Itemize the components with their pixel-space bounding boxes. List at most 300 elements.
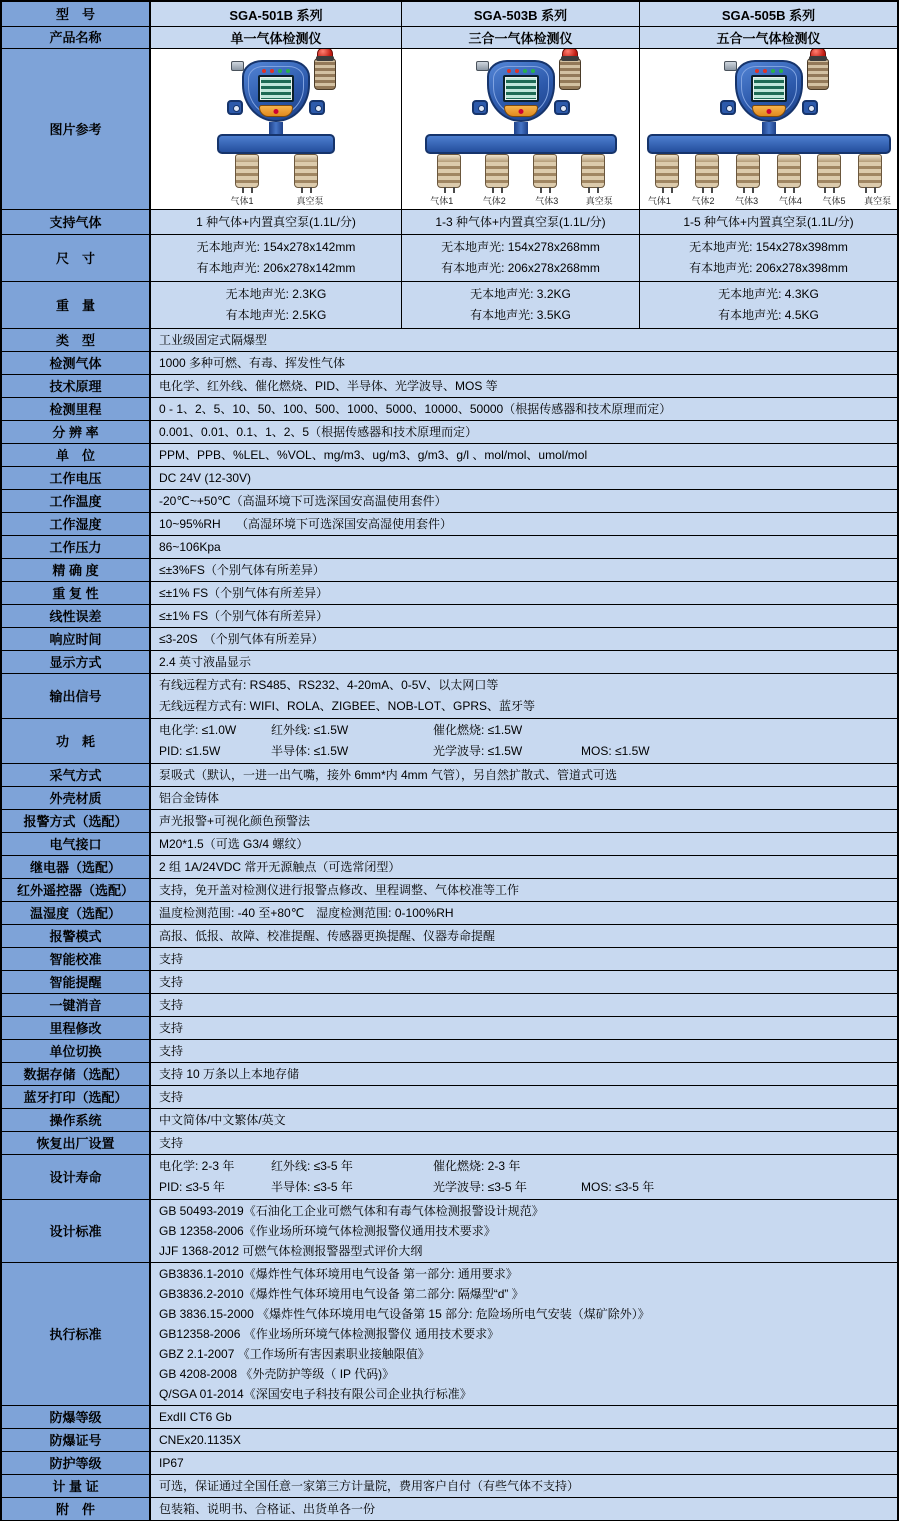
value-line: ExdII CT6 Gb	[159, 1410, 232, 1424]
value-segment: 电化学: ≤1.0W	[159, 723, 237, 737]
row-label-tech-principle: 技术原理	[2, 375, 151, 397]
spec-value-cell	[640, 210, 897, 234]
value-segment: 红外线: ≤1.5W	[271, 723, 349, 737]
cable-gland-icon	[476, 61, 489, 71]
row-label-alarm-modes: 报警模式	[2, 925, 151, 947]
row-label-dimensions: 尺 寸	[2, 235, 151, 281]
row-label-factory-reset: 恢复出厂设置	[2, 1132, 151, 1154]
row-label-accuracy: 精 确 度	[2, 559, 151, 581]
spec-row-display	[2, 651, 897, 674]
spec-value-cell	[151, 421, 897, 443]
sensor-cylinder-icon	[485, 154, 509, 188]
spec-row-bluetooth-print	[2, 1086, 897, 1109]
spec-value-cell	[151, 375, 897, 397]
spec-value-cell	[151, 1017, 897, 1039]
row-label-display: 显示方式	[2, 651, 151, 673]
value-line: 1-3 种气体+内置真空泵(1.1L/分)	[435, 215, 606, 229]
row-label-os: 操作系统	[2, 1109, 151, 1131]
spec-value-cell	[151, 902, 897, 924]
spec-row-unit-switch	[2, 1040, 897, 1063]
spec-row-work-humidity	[2, 513, 897, 536]
gas-detector-illustration	[191, 60, 361, 209]
spec-row-sampling	[2, 764, 897, 787]
spec-value-cell	[151, 513, 897, 535]
sensor-label: 气体2	[691, 196, 715, 206]
spec-row-relay	[2, 856, 897, 879]
keypad-icon	[259, 105, 293, 117]
value-line	[159, 741, 891, 762]
row-label-ip-rating: 防护等级	[2, 1452, 151, 1474]
value-line: DC 24V (12-30V)	[159, 471, 252, 485]
row-label-voltage: 工作电压	[2, 467, 151, 489]
value-segment: 催化燃烧: ≤1.5W	[433, 723, 523, 737]
row-label-sampling: 采气方式	[2, 764, 151, 786]
row-label-relay: 继电器（选配）	[2, 856, 151, 878]
spec-value-cell	[151, 764, 897, 786]
value-line: 铝合金铸体	[159, 791, 220, 805]
row-label-resolution: 分 辨 率	[2, 421, 151, 443]
sensor-manifold	[647, 134, 891, 154]
spec-row-explosion-rating	[2, 1406, 897, 1429]
spec-row-alarm-method	[2, 810, 897, 833]
spec-row-exec-standard	[2, 1263, 897, 1406]
spec-row-work-temp	[2, 490, 897, 513]
spec-value-cell	[151, 605, 897, 627]
spec-value-cell	[640, 235, 897, 281]
spec-value-cell	[151, 1063, 897, 1085]
value-line: GB3836.1-2010《爆炸性气体环境用电气设备 第一部分: 通用要求》	[159, 1267, 518, 1281]
row-label-design-life: 设计寿命	[2, 1155, 151, 1199]
lcd-screen-icon	[503, 75, 539, 102]
spec-row-alarm-modes	[2, 925, 897, 948]
spec-row-detect-range	[2, 398, 897, 421]
value-segment: 半导体: ≤1.5W	[271, 744, 349, 758]
spec-row-design-life	[2, 1155, 897, 1200]
value-line: 支持	[159, 952, 184, 966]
value-line: M20*1.5（可选 G3/4 螺纹）	[159, 837, 309, 851]
spec-value-cell	[151, 1498, 897, 1520]
product-name-row	[2, 27, 897, 49]
spec-row-resolution	[2, 421, 897, 444]
value-segment: 催化燃烧: 2-3 年	[433, 1159, 521, 1173]
value-line: 电化学、红外线、催化燃烧、PID、半导体、光学波导、MOS 等	[159, 379, 498, 393]
spec-row-factory-reset	[2, 1132, 897, 1155]
value-line: 1000 多种可燃、有毒、挥发性气体	[159, 356, 346, 370]
spec-row-ip-rating	[2, 1452, 897, 1475]
value-line: 无本地声光: 154x278x398mm	[689, 240, 848, 254]
value-line: 无线远程方式有: WIFI、ROLA、ZIGBEE、NOB-LOT、GPRS、蓝牙等	[159, 699, 536, 713]
value-line: ≤±3%FS（个别气体有所差异）	[159, 563, 325, 577]
product-image-sga-505b	[640, 49, 897, 209]
spec-value-cell	[402, 235, 640, 281]
sensor-cylinder-icon	[655, 154, 679, 188]
row-label-power-consumption: 功 耗	[2, 719, 151, 763]
spec-row-smart-calibration	[2, 948, 897, 971]
value-line: 2 组 1A/24VDC 常开无源触点（可选常闭型）	[159, 860, 401, 874]
product-name-row-label: 产品名称	[2, 27, 151, 48]
alarm-beacon-icon	[807, 58, 829, 90]
value-line: 泵吸式（默认，一进一出气嘴，接外 6mm*内 4mm 气管），另自然扩散式、管道式可选	[159, 768, 618, 782]
mounting-ear-icon	[227, 100, 243, 115]
product-image-sga-501b	[151, 49, 402, 209]
spec-value-cell	[151, 994, 897, 1016]
spec-value-cell	[151, 467, 897, 489]
spec-value-cell	[151, 235, 402, 281]
spec-value-cell	[151, 1132, 897, 1154]
detector-body	[487, 60, 555, 122]
value-line: 有本地声光: 206x278x142mm	[196, 261, 356, 275]
spec-value-cell	[151, 1086, 897, 1108]
value-segment: 半导体: ≤3-5 年	[271, 1180, 353, 1194]
value-line	[159, 1156, 891, 1177]
product-name-single: 单一气体检测仪	[151, 27, 402, 48]
value-line: 有本地声光: 206x278x268mm	[441, 261, 600, 275]
value-line: 高报、低报、故障、校准提醒、传感器更换提醒、仪器寿命提醒	[159, 929, 496, 943]
spec-row-metrology-cert	[2, 1475, 897, 1498]
spec-value-cell	[151, 210, 402, 234]
spec-value-cell	[151, 674, 897, 718]
spec-row-dimensions	[2, 235, 897, 282]
spec-value-cell	[151, 282, 402, 328]
value-line: 支持，免开盖对检测仪进行报警点修改、里程调整、气体校准等工作	[159, 883, 520, 897]
detector-body	[735, 60, 803, 122]
row-label-alarm-method: 报警方式（选配）	[2, 810, 151, 832]
lcd-screen-icon	[258, 75, 294, 102]
value-line: 声光报警+可视化颜色预警法	[159, 814, 311, 828]
sensor-cylinder-icon	[858, 154, 882, 188]
value-line: 0.001、0.01、0.1、1、2、5（根据传感器和技术原理而定）	[159, 425, 478, 439]
spec-value-cell	[151, 1109, 897, 1131]
alarm-beacon-icon	[314, 58, 336, 90]
detector-head	[191, 60, 361, 124]
sensor-cylinder-icon	[294, 154, 318, 188]
value-line: 支持	[159, 1090, 184, 1104]
value-line: 可选，保证通过全国任意一家第三方计量院，费用客户自付（有些气体不支持）	[159, 1479, 580, 1493]
model-row-label: 型 号	[2, 2, 151, 26]
row-label-supported-gases: 支持气体	[2, 210, 151, 234]
sensor-cylinders	[217, 154, 335, 188]
spec-value-cell	[151, 787, 897, 809]
row-label-smart-calibration: 智能校准	[2, 948, 151, 970]
row-label-detect-gas: 检测气体	[2, 352, 151, 374]
row-label-work-temp: 工作温度	[2, 490, 151, 512]
status-leds-icon	[507, 69, 535, 73]
value-line: -20℃~+50℃（高温环境下可选深国安高温使用套件）	[159, 494, 447, 508]
value-line: 无本地声光: 4.3KG	[718, 287, 819, 301]
sensor-label: 气体1	[430, 196, 454, 206]
value-segment: PID: ≤1.5W	[159, 744, 221, 758]
spec-value-cell	[151, 651, 897, 673]
row-label-exec-standard: 执行标准	[2, 1263, 151, 1405]
value-segment: 电化学: 2-3 年	[159, 1159, 235, 1173]
row-label-range-modify: 里程修改	[2, 1017, 151, 1039]
sensor-cylinder-icon	[533, 154, 557, 188]
value-line: GB12358-2006 《作业场所环境气体检测报警仪 通用技术要求》	[159, 1327, 500, 1341]
model-sga-505b: SGA-505B 系列	[640, 2, 897, 26]
mounting-ear-icon	[472, 100, 488, 115]
value-line: 支持	[159, 1021, 184, 1035]
spec-value-cell	[151, 1406, 897, 1428]
value-line: 10~95%RH （高湿环境下可选深国安高湿使用套件）	[159, 517, 453, 531]
spec-row-linearity	[2, 605, 897, 628]
sensor-cylinder-icon	[437, 154, 461, 188]
row-label-one-key-mute: 一键消音	[2, 994, 151, 1016]
row-label-ir-remote: 红外遥控器（选配）	[2, 879, 151, 901]
status-leds-icon	[755, 69, 783, 73]
spec-row-power-consumption	[2, 719, 897, 764]
value-line: GB 12358-2006《作业场所环境气体检测报警仪通用技术要求》	[159, 1224, 496, 1238]
sensor-label: 真空泵	[585, 196, 613, 206]
row-label-work-pressure: 工作压力	[2, 536, 151, 558]
spec-value-cell	[402, 210, 640, 234]
detector-head	[436, 60, 606, 124]
sensor-labels	[208, 196, 344, 206]
spec-value-cell	[151, 444, 897, 466]
alarm-beacon-icon	[559, 58, 581, 90]
row-label-design-standard: 设计标准	[2, 1200, 151, 1262]
value-line: CNEx20.1135X	[159, 1433, 241, 1447]
row-label-work-humidity: 工作湿度	[2, 513, 151, 535]
sensor-cylinder-icon	[235, 154, 259, 188]
value-line: 有本地声光: 4.5KG	[718, 308, 819, 322]
model-sga-501b: SGA-501B 系列	[151, 2, 402, 26]
spec-value-cell	[151, 879, 897, 901]
spec-value-cell	[151, 582, 897, 604]
value-line: 支持	[159, 975, 184, 989]
sensor-label: 真空泵	[296, 196, 324, 206]
value-line: GB 50493-2019《石油化工企业可燃气体和有毒气体检测报警设计规范》	[159, 1204, 544, 1218]
row-label-repeatability: 重 复 性	[2, 582, 151, 604]
sensor-cylinder-icon	[581, 154, 605, 188]
sensor-label: 气体4	[778, 196, 802, 206]
value-line	[159, 1177, 891, 1198]
value-line: 0 - 1、2、5、10、50、100、500、1000、5000、10000、50000（根据传感器和技术原理而定）	[159, 402, 672, 416]
spec-row-accuracy	[2, 559, 897, 582]
spec-value-cell	[151, 559, 897, 581]
spec-row-output-signal	[2, 674, 897, 719]
value-line: JJF 1368-2012 可燃气体检测报警器型式评价大纲	[159, 1244, 423, 1258]
row-label-data-storage: 数据存储（选配）	[2, 1063, 151, 1085]
value-line: ≤±1% FS（个别气体有所差异）	[159, 609, 329, 623]
status-leds-icon	[262, 69, 290, 73]
value-line: 2.4 英寸液晶显示	[159, 655, 252, 669]
spec-row-electrical-interface	[2, 833, 897, 856]
row-label-output-signal: 输出信号	[2, 674, 151, 718]
row-label-response-time: 响应时间	[2, 628, 151, 650]
row-label-explosion-rating: 防爆等级	[2, 1406, 151, 1428]
sensor-labels	[640, 196, 897, 206]
value-line: Q/SGA 01-2014《深国安电子科技有限公司企业执行标准》	[159, 1387, 472, 1401]
value-line: 无本地声光: 154x278x268mm	[441, 240, 600, 254]
spec-row-one-key-mute	[2, 994, 897, 1017]
sensor-manifold	[425, 134, 617, 154]
spec-row-os	[2, 1109, 897, 1132]
lcd-screen-icon	[751, 75, 787, 102]
value-line: 1 种气体+内置真空泵(1.1L/分)	[196, 215, 356, 229]
gas-detector-illustration	[640, 60, 897, 209]
value-line	[159, 720, 891, 741]
value-segment: 红外线: ≤3-5 年	[271, 1159, 353, 1173]
mounting-ear-icon	[309, 100, 325, 115]
spec-value-cell	[151, 971, 897, 993]
detector-head	[684, 60, 854, 124]
value-line: 支持	[159, 1136, 184, 1150]
value-line: 有线远程方式有: RS485、RS232、4-20mA、0-5V、以太网口等	[159, 678, 499, 692]
product-name-5in1: 五合一气体检测仪	[640, 27, 897, 48]
sensor-label: 真空泵	[864, 196, 892, 206]
value-line: 有本地声光: 206x278x398mm	[689, 261, 848, 275]
sensor-cylinder-icon	[695, 154, 719, 188]
spec-value-cell	[151, 833, 897, 855]
value-segment: MOS: ≤1.5W	[581, 744, 650, 758]
model-row	[2, 2, 897, 27]
value-line: 无本地声光: 2.3KG	[225, 287, 327, 301]
product-image-sga-503b	[402, 49, 640, 209]
spec-value-cell	[151, 352, 897, 374]
spec-row-weight	[2, 282, 897, 329]
mounting-ear-icon	[802, 100, 818, 115]
value-line: GB 3836.15-2000 《爆炸性气体环境用电气设备第 15 部分: 危险场所电气安装（煤矿除外）》	[159, 1307, 650, 1321]
value-line: 无本地声光: 154x278x142mm	[196, 240, 356, 254]
row-label-smart-reminder: 智能提醒	[2, 971, 151, 993]
row-label-housing: 外壳材质	[2, 787, 151, 809]
row-label-detect-range: 检测里程	[2, 398, 151, 420]
sensor-labels	[416, 196, 626, 206]
spec-value-cell	[151, 719, 897, 763]
spec-row-unit	[2, 444, 897, 467]
spec-value-cell	[151, 1429, 897, 1451]
value-line: 工业级固定式隔爆型	[159, 333, 268, 347]
spec-value-cell	[402, 282, 640, 328]
row-label-electrical-interface: 电气接口	[2, 833, 151, 855]
row-label-metrology-cert: 计 量 证	[2, 1475, 151, 1497]
value-segment: PID: ≤3-5 年	[159, 1180, 225, 1194]
image-row-label: 图片参考	[2, 49, 151, 209]
row-label-bluetooth-print: 蓝牙打印（选配）	[2, 1086, 151, 1108]
value-line: 支持 10 万条以上本地存储	[159, 1067, 300, 1081]
sensor-label: 气体2	[482, 196, 506, 206]
spec-value-cell	[151, 628, 897, 650]
value-line: 中文简体/中文繁体/英文	[159, 1113, 286, 1127]
spec-row-smart-reminder	[2, 971, 897, 994]
spec-row-range-modify	[2, 1017, 897, 1040]
spec-value-cell	[640, 282, 897, 328]
row-label-accessories: 附 件	[2, 1498, 151, 1520]
spec-row-work-pressure	[2, 536, 897, 559]
row-label-temp-humidity: 温湿度（选配）	[2, 902, 151, 924]
spec-row-response-time	[2, 628, 897, 651]
sensor-label: 气体3	[735, 196, 759, 206]
row-label-weight: 重 量	[2, 282, 151, 328]
spec-value-cell	[151, 810, 897, 832]
spec-row-explosion-cert	[2, 1429, 897, 1452]
value-line: GBZ 2.1-2007 《工作场所有害因素职业接触限值》	[159, 1347, 430, 1361]
sensor-cylinder-icon	[817, 154, 841, 188]
spec-value-cell	[151, 329, 897, 351]
spec-row-data-storage	[2, 1063, 897, 1086]
spec-value-cell	[151, 1452, 897, 1474]
value-line: 无本地声光: 3.2KG	[470, 287, 571, 301]
spec-row-temp-humidity	[2, 902, 897, 925]
sensor-cylinders	[425, 154, 617, 188]
spec-value-cell	[151, 1040, 897, 1062]
spec-value-cell	[151, 490, 897, 512]
detector-body	[242, 60, 310, 122]
spec-value-cell	[151, 948, 897, 970]
value-line: 1-5 种气体+内置真空泵(1.1L/分)	[683, 215, 854, 229]
row-label-unit: 单 位	[2, 444, 151, 466]
sensor-cylinder-icon	[777, 154, 801, 188]
sensor-label: 气体5	[822, 196, 846, 206]
spec-row-type	[2, 329, 897, 352]
sensor-manifold	[217, 134, 335, 154]
value-line: 支持	[159, 998, 184, 1012]
value-segment: MOS: ≤3-5 年	[581, 1180, 655, 1194]
sensor-label: 气体1	[230, 196, 254, 206]
value-line: 温度检测范围: -40 至+80℃ 湿度检测范围: 0-100%RH	[159, 906, 454, 920]
keypad-icon	[504, 105, 538, 117]
sensor-label: 气体3	[535, 196, 559, 206]
mounting-ear-icon	[554, 100, 570, 115]
spec-row-housing	[2, 787, 897, 810]
value-segment: 光学波导: ≤1.5W	[433, 744, 523, 758]
mounting-ear-icon	[720, 100, 736, 115]
spec-value-cell	[151, 1200, 897, 1262]
spec-row-supported-gases	[2, 210, 897, 235]
spec-row-detect-gas	[2, 352, 897, 375]
value-line: GB 4208-2008 《外壳防护等级（ IP 代码)》	[159, 1367, 395, 1381]
value-line: 支持	[159, 1044, 184, 1058]
value-line: GB3836.2-2010《爆炸性气体环境用电气设备 第二部分: 隔爆型“d” 》	[159, 1287, 524, 1301]
spec-row-tech-principle	[2, 375, 897, 398]
gas-detector-illustration	[416, 60, 626, 209]
value-line: PPM、PPB、%LEL、%VOL、mg/m3、ug/m3、g/m3、g/l 、mol/mol、umol/mol	[159, 448, 588, 462]
spec-row-ir-remote	[2, 879, 897, 902]
row-label-type: 类 型	[2, 329, 151, 351]
spec-value-cell	[151, 856, 897, 878]
sensor-cylinder-icon	[736, 154, 760, 188]
image-reference-row	[2, 49, 897, 210]
spec-value-cell	[151, 925, 897, 947]
model-sga-503b: SGA-503B 系列	[402, 2, 640, 26]
value-line: 有本地声光: 2.5KG	[225, 308, 327, 322]
sensor-label: 气体1	[647, 196, 671, 206]
row-label-unit-switch: 单位切换	[2, 1040, 151, 1062]
value-line: IP67	[159, 1456, 184, 1470]
spec-value-cell	[151, 1155, 897, 1199]
row-label-linearity: 线性误差	[2, 605, 151, 627]
spec-value-cell	[151, 1263, 897, 1405]
spec-value-cell	[151, 1475, 897, 1497]
spec-row-design-standard	[2, 1200, 897, 1263]
product-name-3in1: 三合一气体检测仪	[402, 27, 640, 48]
cable-gland-icon	[231, 61, 244, 71]
keypad-icon	[752, 105, 786, 117]
row-label-explosion-cert: 防爆证号	[2, 1429, 151, 1451]
value-line: 86~106Kpa	[159, 540, 221, 554]
value-line: 包装箱、说明书、合格证、出货单各一份	[159, 1502, 376, 1516]
sensor-cylinders	[647, 154, 891, 188]
value-line: 有本地声光: 3.5KG	[470, 308, 571, 322]
value-line: ≤±1% FS（个别气体有所差异）	[159, 586, 329, 600]
spec-row-accessories	[2, 1498, 897, 1520]
value-line: ≤3-20S （个别气体有所差异）	[159, 632, 324, 646]
spec-row-voltage	[2, 467, 897, 490]
spec-row-repeatability	[2, 582, 897, 605]
spec-value-cell	[151, 398, 897, 420]
cable-gland-icon	[724, 61, 737, 71]
spec-value-cell	[151, 536, 897, 558]
